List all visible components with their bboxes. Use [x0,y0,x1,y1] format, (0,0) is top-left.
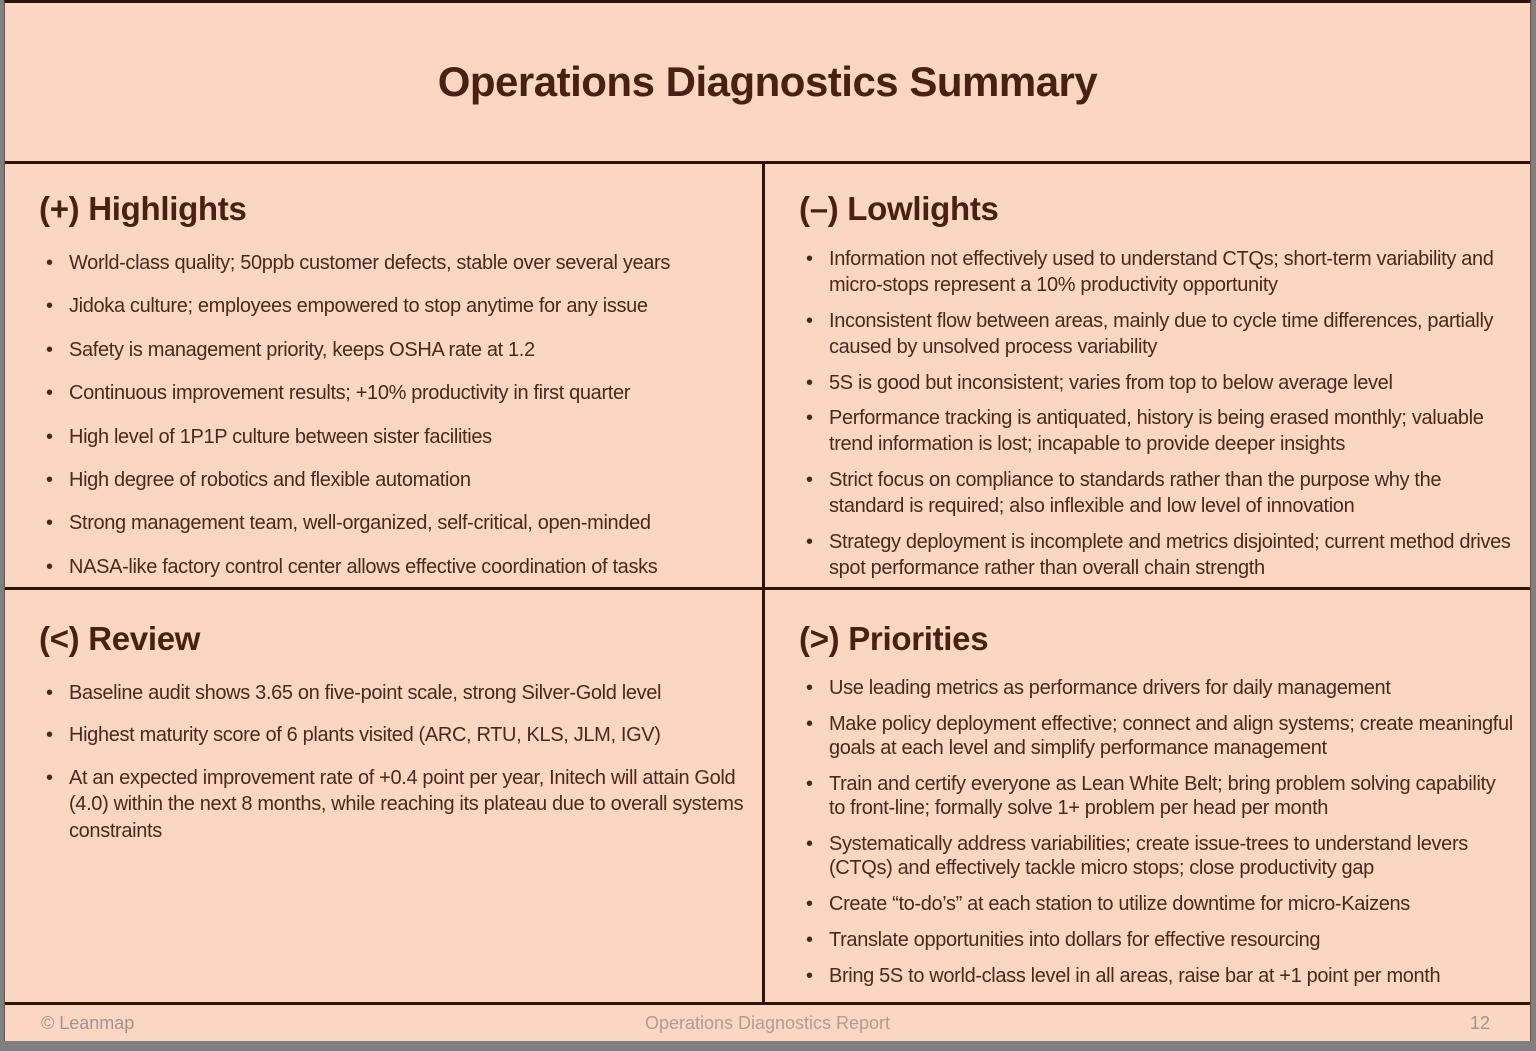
bullet-item: • Jidoka culture; employees empowered to stop anytime for any issue [39,293,746,319]
bullet-item: • Train and certify everyone as Lean White Belt; bring problem solving capability to front-line; formally solve 1+ problem per head per month [799,772,1514,820]
quadrant-highlights [5,164,762,587]
bullet-item: • Make policy deployment effective; connect and align systems; create meaningful goals at each level and simplify performance management [799,712,1514,760]
bullet-item: • Systematically address variabilities; create issue-trees to understand levers (CTQs) and effectively tackle micro stops; close productivity gap [799,832,1514,880]
bullet-item: • Safety is management priority, keeps OSHA rate at 1.2 [39,337,746,363]
footer-copyright: © Leanmap [41,1012,135,1033]
bullet-item: • NASA-like factory control center allows effective coordination of tasks [39,554,746,580]
quadrant-priorities [765,590,1530,1002]
review-heading: (<) Review [39,620,201,657]
slide [4,0,1531,1041]
bullet-item: • Information not effectively used to understand CTQs; short-term variability and micro-stops represent a 10% productivity opportunity [799,246,1514,299]
bullet-item: • Strong management team, well-organized, self-critical, open-minded [39,510,746,536]
title-bar [5,3,1530,161]
slide-footer [5,1002,1530,1041]
lowlights-bullet-list [799,246,1514,581]
quadrant-review [5,590,762,1002]
bullet-item: • Baseline audit shows 3.65 on five-point scale, strong Silver-Gold level [39,680,746,706]
bullet-item: • Highest maturity score of 6 plants visited (ARC, RTU, KLS, JLM, IGV) [39,722,746,748]
bullet-item: • Create “to-do’s” at each station to utilize downtime for micro-Kaizens [799,892,1514,916]
bullet-item: • High level of 1P1P culture between sister facilities [39,424,746,450]
bullet-item: • High degree of robotics and flexible automation [39,467,746,493]
bullet-item: • Strict focus on compliance to standards rather than the purpose why the standard is required; also inflexible and low level of innovation [799,467,1514,520]
footer-page-number: 12 [1469,1012,1490,1033]
bullet-item: • Performance tracking is antiquated, history is being erased monthly; valuable trend information is lost; incapable to provide deeper insights [799,405,1514,458]
bullet-item: • Inconsistent flow between areas, mainly due to cycle time differences, partially caused by unsolved process variability [799,308,1514,361]
footer-report-title: Operations Diagnostics Report [644,1012,891,1033]
bullet-item: • 5S is good but inconsistent; varies from top to below average level [799,370,1514,396]
review-bullet-list [39,680,746,844]
lowlights-heading: (–) Lowlights [799,190,999,227]
quadrant-lowlights [765,164,1530,587]
bullet-item: • Strategy deployment is incomplete and metrics disjointed; current method drives spot performance rather than overall chain strength [799,529,1514,582]
priorities-heading: (>) Priorities [799,620,989,657]
bullet-item: • Use leading metrics as performance drivers for daily management [799,676,1514,700]
top-row [5,164,1530,587]
bullet-item: • At an expected improvement rate of +0.4 point per year, Initech will attain Gold (4.0) within the next 8 months, while reaching its plateau due to overall systems constraints [39,765,746,844]
highlights-heading: (+) Highlights [39,190,247,227]
priorities-bullet-list [799,676,1514,988]
bullet-item: • World-class quality; 50ppb customer defects, stable over several years [39,250,746,276]
slide-title: Operations Diagnostics Summary [437,58,1098,105]
bullet-item: • Bring 5S to world-class level in all areas, raise bar at +1 point per month [799,964,1514,988]
highlights-bullet-list [39,250,746,580]
bottom-row [5,590,1530,1002]
bullet-item: • Continuous improvement results; +10% productivity in first quarter [39,380,746,406]
bullet-item: • Translate opportunities into dollars for effective resourcing [799,928,1514,952]
